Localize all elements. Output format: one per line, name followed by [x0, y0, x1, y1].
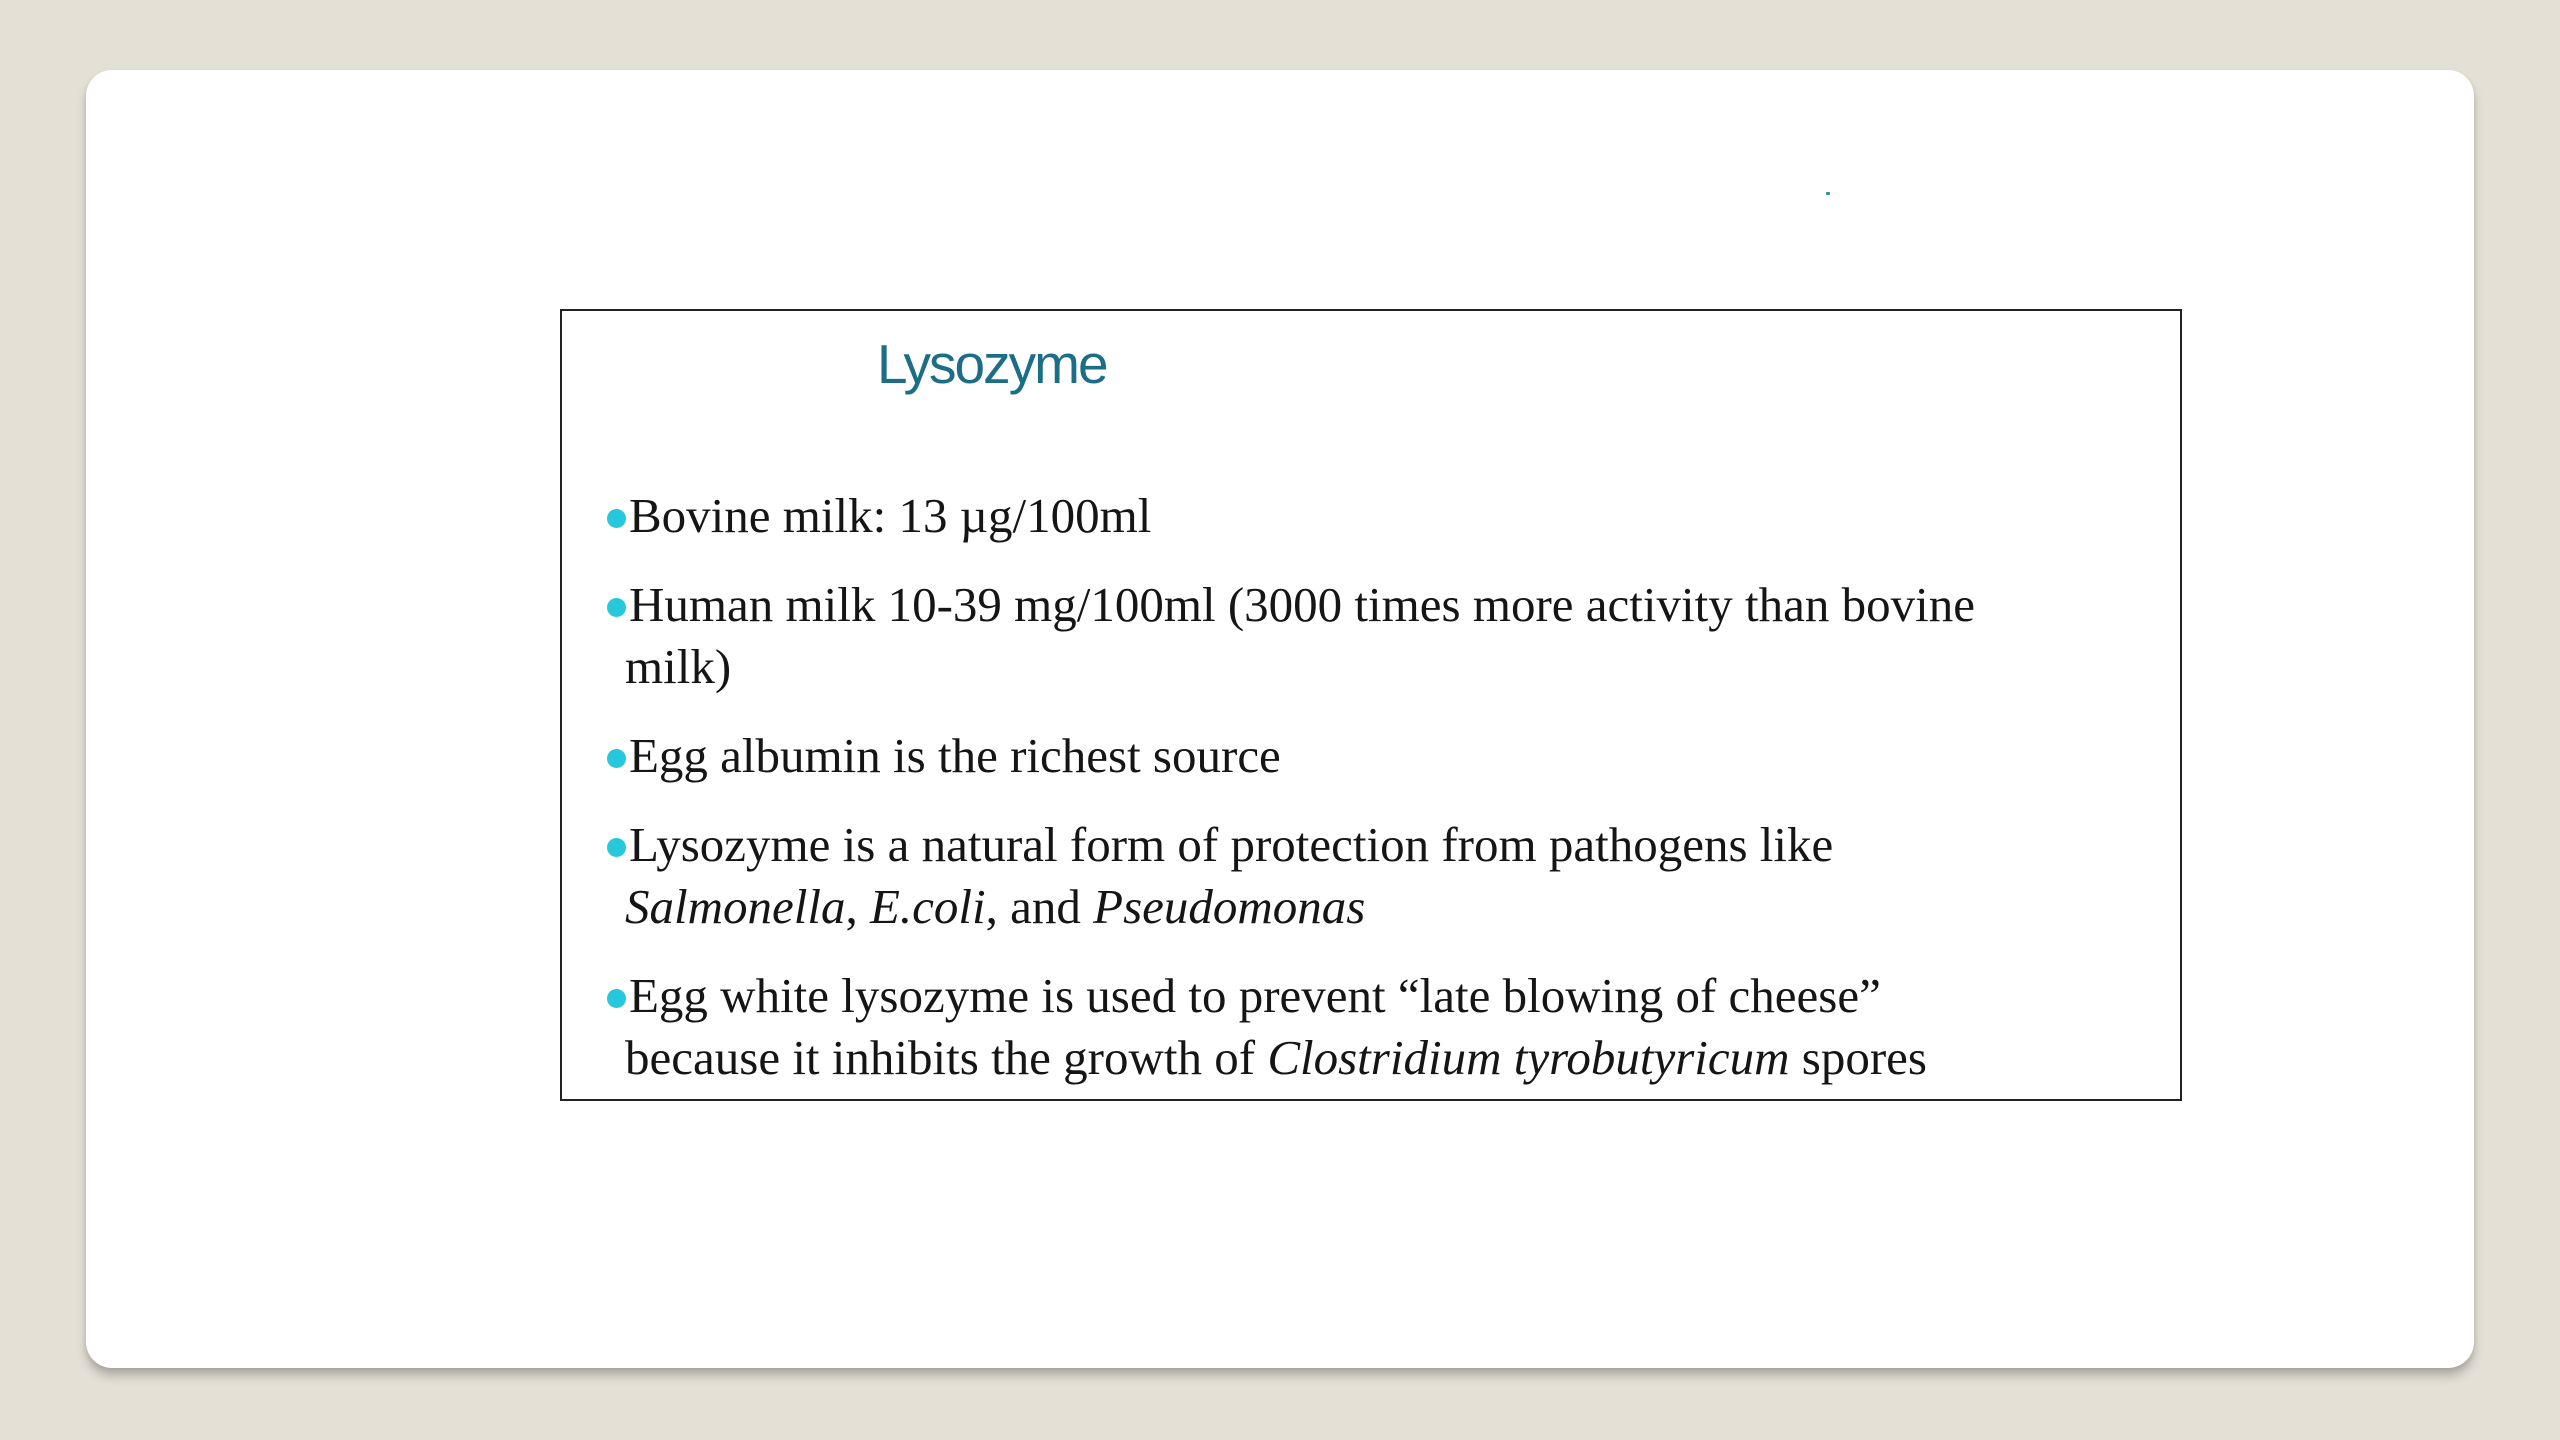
slide: [86, 70, 2474, 1368]
bullet-text-continuation: [625, 1027, 2162, 1089]
continuation-end: spores: [1789, 1030, 1927, 1085]
bullet-text: Human milk 10-39 mg/100ml (3000 times more activity than bovine: [629, 577, 1975, 632]
bullet-text: Bovine milk: 13 µg/100ml: [629, 488, 1152, 543]
species-pseudomonas: Pseudomonas: [1093, 879, 1366, 934]
bullet-icon: [607, 749, 626, 768]
bullet-text: Egg albumin is the richest source: [629, 728, 1281, 783]
stray-mark: [1826, 192, 1830, 195]
slide-title: Lysozyme: [877, 333, 1107, 395]
bullet-icon: [607, 989, 626, 1008]
bullet-icon: [607, 598, 626, 617]
bullet-item: [562, 814, 2162, 938]
bullet-text: Lysozyme is a natural form of protection from pathogens like: [629, 817, 1834, 872]
separator: ,: [845, 879, 870, 934]
continuation-text: because it inhibits the growth of: [625, 1030, 1268, 1085]
bullet-item: [562, 965, 2162, 1089]
bullet-item: [562, 485, 2162, 547]
species-ecoli: E.coli: [869, 879, 986, 934]
bullet-text: Egg white lysozyme is used to prevent “late blowing of cheese”: [629, 968, 1881, 1023]
bullet-item: [562, 574, 2162, 698]
bullet-text-continuation: [625, 876, 2162, 938]
species-clostridium: Clostridium tyrobutyricum: [1267, 1030, 1790, 1085]
species-salmonella: Salmonella: [625, 879, 846, 934]
bullet-text-continuation: milk): [625, 639, 732, 694]
bullet-item: [562, 725, 2162, 787]
content-frame: [560, 309, 2182, 1101]
bullet-list: [562, 485, 2162, 1116]
separator: , and: [985, 879, 1094, 934]
bullet-icon: [607, 838, 626, 857]
bullet-icon: [607, 509, 626, 528]
